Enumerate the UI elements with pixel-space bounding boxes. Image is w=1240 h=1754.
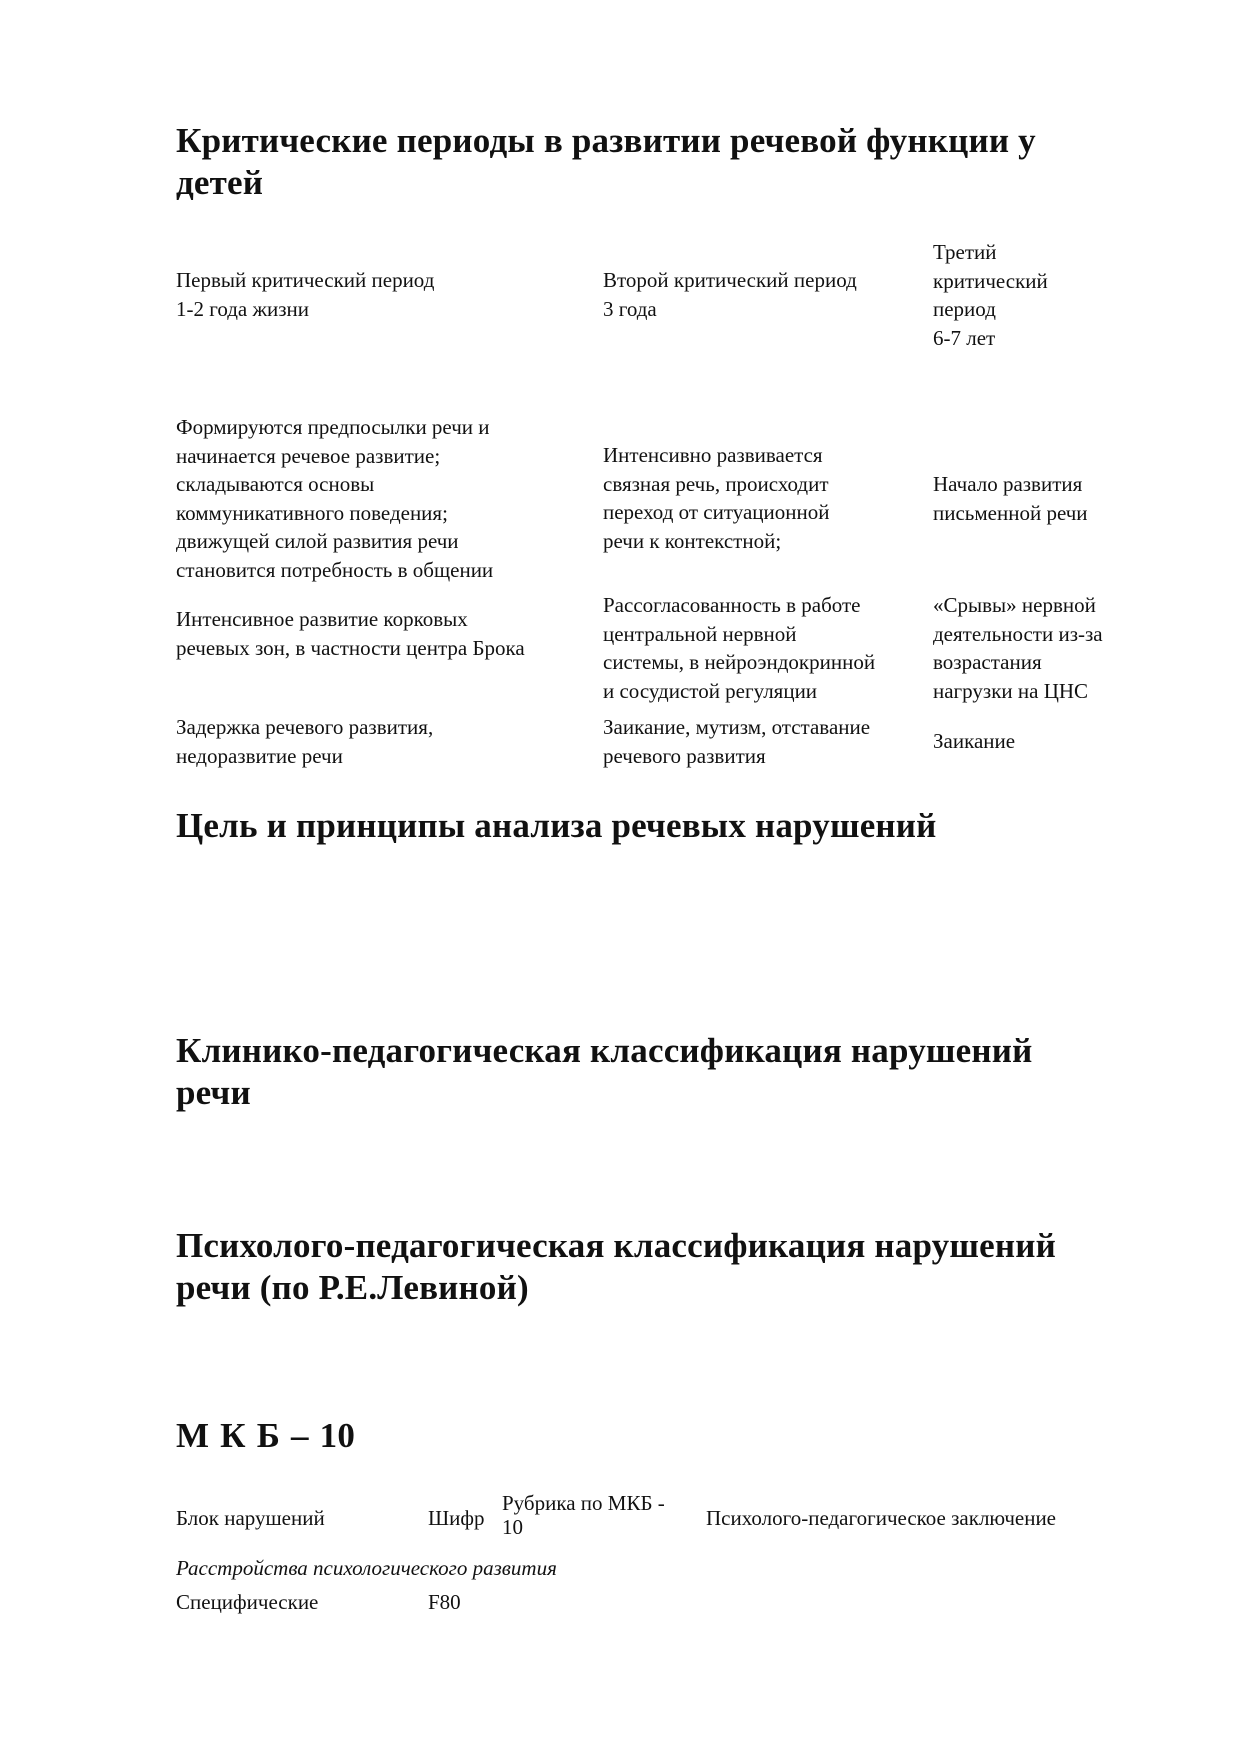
cell-line: 3 года	[603, 296, 657, 321]
cell-line: движущей силой развития речи	[176, 529, 459, 553]
cell-line: и сосудистой регуляции	[603, 678, 818, 703]
period-header-2	[603, 266, 857, 323]
cell-line: Задержка речевого развития,	[176, 715, 434, 739]
heading-icd10: М К Б – 10	[176, 1416, 356, 1455]
row1-col3	[933, 470, 1088, 527]
cell-line: Первый критический период	[176, 268, 435, 292]
icd-row-code: F80	[428, 1590, 461, 1614]
heading-clinical-classification	[176, 1030, 1032, 1114]
period-header-1	[176, 266, 434, 323]
cell-line: переход от ситуационной	[603, 500, 830, 524]
heading-line: Психолого-педагогическая классификация нарушений	[176, 1226, 1056, 1265]
heading-goal-principles: Цель и принципы анализа речевых нарушений	[176, 806, 937, 845]
cell-line: речевого развития	[603, 743, 766, 768]
icd-header-rubric	[502, 1491, 665, 1539]
heading-critical-periods	[176, 120, 1036, 204]
cell-line: речевых зон, в частности центра Брока	[176, 635, 525, 660]
icd-header-block: Блок нарушений	[176, 1506, 325, 1530]
cell-line: Интенсивное развитие корковых	[176, 607, 468, 631]
cell-line: Интенсивно развивается	[603, 443, 823, 467]
heading-line: Критические периоды в развитии речевой функции у	[176, 121, 1036, 160]
icd-header-conclusion: Психолого-педагогическое заключение	[706, 1506, 1056, 1530]
cell-line: Рассогласованность в работе	[603, 593, 861, 617]
row3-col3	[933, 727, 1015, 756]
cell-line: Рубрика по МКБ -	[502, 1491, 665, 1515]
icd-row-block: Специфические	[176, 1590, 319, 1614]
cell-line: критический	[933, 268, 1048, 293]
row1-col2	[603, 441, 829, 555]
cell-line: Формируются предпосылки речи и	[176, 415, 490, 439]
cell-line: возрастания	[933, 650, 1042, 674]
row2-col2	[603, 591, 875, 705]
row3-col2	[603, 713, 870, 770]
row2-col1	[176, 605, 525, 662]
cell-line: деятельности из-за	[933, 621, 1103, 646]
cell-line: 6-7 лет	[933, 325, 996, 350]
heading-line: речи	[176, 1073, 251, 1112]
cell-line: 10	[502, 1515, 523, 1539]
heading-line: детей	[176, 163, 264, 202]
cell-line: Начало развития	[933, 472, 1083, 496]
cell-line: «Срывы» нервной	[933, 593, 1096, 617]
period-header-3	[933, 238, 1048, 352]
row1-col1	[176, 413, 493, 584]
cell-line: Заикание, мутизм, отставание	[603, 715, 871, 739]
cell-line: 1-2 года жизни	[176, 296, 310, 321]
icd-group-label: Расстройства психологического развития	[176, 1556, 557, 1580]
cell-line: недоразвитие речи	[176, 743, 343, 768]
cell-line: письменной речи	[933, 500, 1088, 525]
cell-line: период	[933, 297, 996, 321]
row3-col1	[176, 713, 433, 770]
cell-line: Второй критический период	[603, 268, 857, 292]
cell-line: нагрузки на ЦНС	[933, 678, 1089, 703]
row2-col3	[933, 591, 1103, 705]
icd-header-code: Шифр	[428, 1506, 485, 1530]
cell-line: центральной нервной	[603, 621, 797, 646]
cell-line: системы, в нейроэндокринной	[603, 650, 876, 674]
cell-line: Третий	[933, 240, 997, 264]
cell-line: становится потребность в общении	[176, 557, 494, 582]
heading-psych-classification	[176, 1225, 1056, 1309]
cell-line: речи к контекстной;	[603, 528, 782, 553]
cell-line: начинается речевое развитие;	[176, 443, 441, 468]
cell-line: коммуникативного поведения;	[176, 500, 448, 525]
cell-line: складываются основы	[176, 472, 375, 496]
heading-line: Клинико-педагогическая классификация нарушений	[176, 1031, 1033, 1070]
cell-line: связная речь, происходит	[603, 471, 829, 496]
heading-line: речи (по Р.Е.Левиной)	[176, 1268, 529, 1307]
cell-line: Заикание	[933, 729, 1016, 753]
